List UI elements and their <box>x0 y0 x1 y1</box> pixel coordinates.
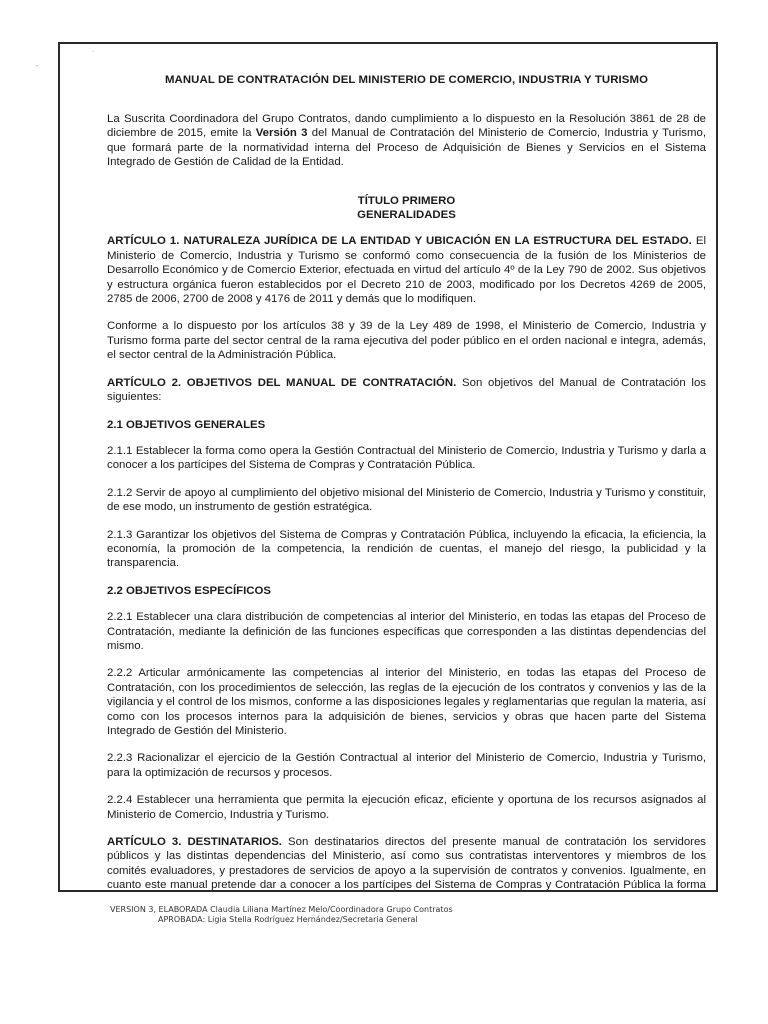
intro-paragraph: La Suscrita Coordinadora del Grupo Contratos, dando cumplimiento a lo dispuesto en la Resolución 3861 de 28 de diciembre de 2015, emite la Versión 3 del Manual de Contratación del Ministerio de Comercio, Industria y Turismo, que formará parte de la normatividad interna del Proceso de Adquisición de Bienes y Servicios en el Sistema Integrado de Gestión de Calidad de la Entidad. <box>107 113 706 169</box>
document-frame <box>58 42 718 892</box>
document-title: MANUAL DE CONTRATACIÓN DEL MINISTERIO DE COMERCIO, INDUSTRIA Y TURISMO <box>164 74 649 86</box>
scan-speck: - <box>36 62 39 70</box>
title-line-1: TÍTULO PRIMERO <box>357 194 456 207</box>
article-3: ARTÍCULO 3. DESTINATARIOS. Son destinatarios directos del presente manual de contratación los servidores públicos y las distintas dependencias del Ministerio, así como sus contratistas interventores y miembros de los comités evaluadores, y prestadores de servicios de apoyo a la supervisión de contratos y convenios. Igualmente, en cuanto este manual pretende dar a conocer a los partícipes del Sistema de Compras y Contratación Pública la forma <box>107 836 706 892</box>
objective-2-1-2: 2.1.2 Servir de apoyo al cumplimiento del objetivo misional del Ministerio de Comercio, Industria y Turismo y constituir, de ese modo, un instrumento de gestión estratégica. <box>107 486 706 514</box>
version-label: Versión 3 <box>255 127 308 140</box>
objective-2-1-3: 2.1.3 Garantizar los objetivos del Sistema de Compras y Contratación Pública, incluyendo la eficacia, la eficiencia, la economía, la promoción de la competencia, la rendición de cuentas, el manejo del riesgo, la publicidad y la transparencia. <box>107 528 706 570</box>
objective-2-2-1: 2.2.1 Establecer una clara distribución de competencias al interior del Ministerio, en todas las etapas del Proceso de Contratación, mediante la definición de las funciones específicas que corresponden a las distintas dependencias del mismo. <box>107 611 706 652</box>
title-line-2: GENERALIDADES <box>357 209 456 222</box>
objective-2-2-3: 2.2.3 Racionalizar el ejercicio de la Gestión Contractual al interior del Ministerio de Comercio, Industria y Turismo, para la optimización de recursos y procesos. <box>107 752 706 779</box>
article-3-heading: ARTÍCULO 3. DESTINATARIOS. <box>107 836 282 849</box>
article-2-heading: ARTÍCULO 2. OBJETIVOS DEL MANUAL DE CONTRATACIÓN. <box>107 376 457 389</box>
general-objectives-heading: 2.1 OBJETIVOS GENERALES <box>107 418 266 431</box>
objective-2-2-2: 2.2.2 Articular armónicamente las competencias al interior del Ministerio, en todas las etapas del Proceso de Contratación, con los procedimientos de selección, las reglas de la ejecución de los contratos y convenios y las de la vigilancia y el control de los mismos, conforme a las disposiciones legales y reglamentarias que regulan la materia, así como con los procesos internos para la adquisición de bienes, servicios y obras que hacen parte del Sistema Integrado de Gestión del Ministerio. <box>107 667 706 737</box>
article-1-paragraph-2: Conforme a lo dispuesto por los artículos 38 y 39 de la Ley 489 de 1998, el Ministerio de Comercio, Industria y Turismo forma parte del sector central de la rama ejecutiva del poder público en el orden nacional e integra, además, el sector central de la Administración Pública. <box>107 320 706 362</box>
objective-2-1-1: 2.1.1 Establecer la forma como opera la Gestión Contractual del Ministerio de Comercio, Industria y Turismo y darla a conocer a los partícipes del Sistema de Compras y Contratación Pública. <box>107 444 706 472</box>
article-1: ARTÍCULO 1. NATURALEZA JURÍDICA DE LA ENTIDAD Y UBICACIÓN EN LA ESTRUCTURA DEL ESTADO. El Ministerio de Comercio, Industria y Turismo se conformó como consecuencia de la fusión de los Ministerios de Desarrollo Económico y de Comercio Exterior, efectuada en virtud del artículo 4º de la Ley 790 de 2002. Sus objetivos y estructura orgánica fueron establecidos por el Decreto 210 de 2003, modificado por los Decretos 4269 de 2005, 2785 de 2006, 2700 de 2008 y 4176 de 2011 y demás que lo modifiquen. <box>107 235 707 306</box>
specific-objectives-heading: 2.2 OBJETIVOS ESPECÍFICOS <box>107 584 271 597</box>
article-1-heading: ARTÍCULO 1. NATURALEZA JURÍDICA DE LA ENTIDAD Y UBICACIÓN EN LA ESTRUCTURA DEL ESTADO. <box>107 235 692 248</box>
footer-line-1: VERSION 3, ELABORADA Claudia Liliana Martínez Melo/Coordinadora Grupo Contratos <box>110 905 453 914</box>
title-heading <box>107 194 706 223</box>
article-2: ARTÍCULO 2. OBJETIVOS DEL MANUAL DE CONTRATACIÓN. Son objetivos del Manual de Contratación los siguientes: <box>107 376 706 404</box>
scan-speck: · <box>92 48 95 56</box>
document-footer <box>110 905 453 925</box>
objective-2-2-4: 2.2.4 Establecer una herramienta que permita la ejecución eficaz, eficiente y oportuna de los recursos asignados al Ministerio de Comercio, Industria y Turismo. <box>107 794 706 821</box>
footer-line-2: APROBADA: Ligia Stella Rodríguez Hernández/Secretaria General <box>158 915 418 924</box>
